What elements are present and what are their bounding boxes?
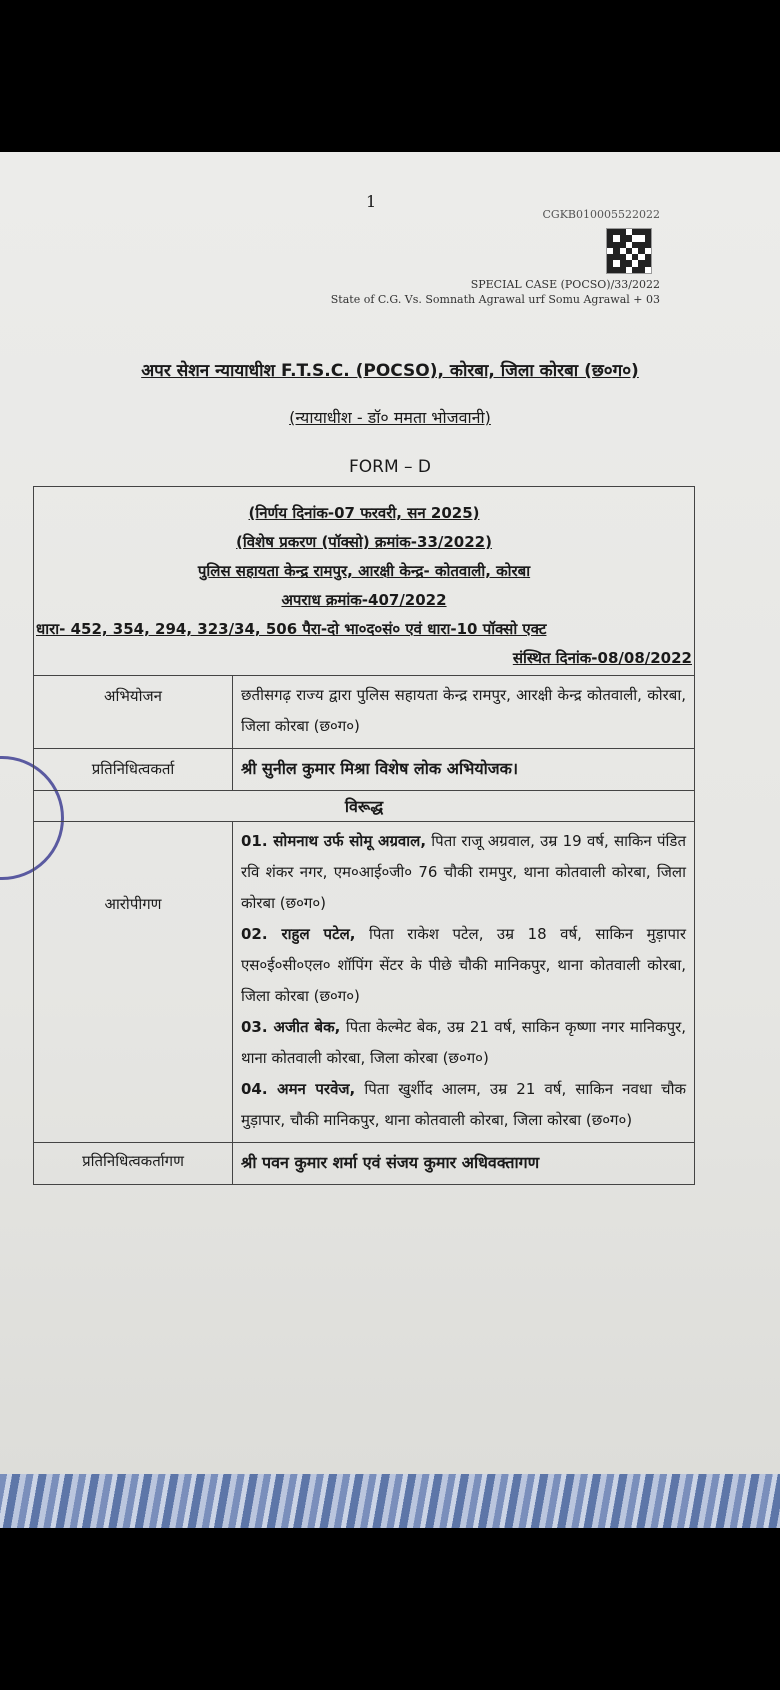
sections: धारा- 452, 354, 294, 323/34, 506 पैरा-दो भा०द०सं० एवं धारा-10 पॉक्सो एक्ट bbox=[36, 620, 547, 638]
list-item: 02. राहुल पटेल, पिता राकेश पटेल, उम्र 18 वर्ष, साकिन मुड़ापार एस०ई०सी०एल० शॉपिंग सेंटर के पीछे चौकी मानिकपुर, थाना कोतवाली कोरबा, जिला कोरबा (छ०ग०) bbox=[241, 925, 686, 1005]
background-fabric bbox=[0, 1474, 780, 1528]
cnr-number: CGKB010005522022 bbox=[542, 208, 660, 221]
list-item: 03. अजीत बेक, पिता केल्मेट बेक, उम्र 21 वर्ष, साकिन कृष्णा नगर मानिकपुर, थाना कोतवाली कोरबा, जिला कोरबा (छ०ग०) bbox=[241, 1018, 686, 1067]
instituted-date: संस्थित दिनांक-08/08/2022 bbox=[512, 649, 692, 667]
page-number: 1 bbox=[366, 192, 377, 211]
qr-code-icon bbox=[606, 228, 652, 274]
special-case-number: (विशेष प्रकरण (पॉक्सो) क्रमांक-33/2022) bbox=[236, 533, 492, 551]
list-item: 04. अमन परवेज, पिता खुर्शीद आलम, उम्र 21 वर्ष, साकिन नवधा चौक मुड़ापार, चौकी मानिकपुर, थाना कोतवाली कोरबा, जिला कोरबा (छ०ग०) bbox=[241, 1080, 686, 1129]
case-header bbox=[34, 487, 694, 676]
prosecution-rep-label: प्रतिनिधित्वकर्ता bbox=[34, 749, 233, 790]
accused-row bbox=[34, 822, 694, 1143]
case-number: SPECIAL CASE (POCSO)/33/2022 bbox=[470, 278, 660, 291]
form-title: FORM – D bbox=[348, 457, 432, 477]
police-station: पुलिस सहायता केन्द्र रामपुर, आरक्षी केन्द्र- कोतवाली, कोरबा bbox=[197, 562, 531, 580]
versus-label: विरूद्ध bbox=[34, 791, 694, 822]
list-item: 01. सोमनाथ उर्फ सोमू अग्रवाल, पिता राजू अग्रवाल, उम्र 19 वर्ष, साकिन पंडित रवि शंकर नगर, एम०आई०जी० 76 चौकी रामपुर, थाना कोतवाली कोरबा, जिला कोरबा (छ०ग०) bbox=[241, 832, 686, 912]
case-table bbox=[33, 486, 695, 1185]
document-page bbox=[0, 152, 780, 1528]
judge-name: (न्यायाधीश - डॉ० ममता भोजवानी) bbox=[289, 408, 491, 427]
prosecution-label: अभियोजन bbox=[34, 676, 233, 748]
prosecution-value: छतीसगढ़ राज्य द्वारा पुलिस सहायता केन्द्र रामपुर, आरक्षी केन्द्र कोतवाली, कोरबा, जिला कोरबा (छ०ग०) bbox=[241, 686, 686, 735]
defence-rep-value: श्री पवन कुमार शर्मा एवं संजय कुमार अधिवक्तागण bbox=[241, 1153, 540, 1172]
defence-rep-label: प्रतिनिधित्वकर्तागण bbox=[34, 1143, 233, 1184]
prosecution-rep-row bbox=[34, 749, 694, 791]
defence-rep-row bbox=[34, 1143, 694, 1184]
decision-date: (निर्णय दिनांक-07 फरवरी, सन 2025) bbox=[248, 504, 480, 522]
prosecution-row bbox=[34, 676, 694, 749]
crime-number: अपराध क्रमांक-407/2022 bbox=[281, 591, 447, 609]
case-title: State of C.G. Vs. Somnath Agrawal urf Somu Agrawal + 03 bbox=[330, 293, 660, 306]
court-heading: अपर सेशन न्यायाधीश F.T.S.C. (POCSO), कोरबा, जिला कोरबा (छ०ग०) bbox=[141, 361, 639, 381]
accused-list bbox=[233, 822, 694, 1142]
prosecution-rep-value: श्री सुनील कुमार मिश्रा विशेष लोक अभियोजक। bbox=[241, 759, 519, 778]
accused-label: आरोपीगण bbox=[34, 822, 233, 1142]
